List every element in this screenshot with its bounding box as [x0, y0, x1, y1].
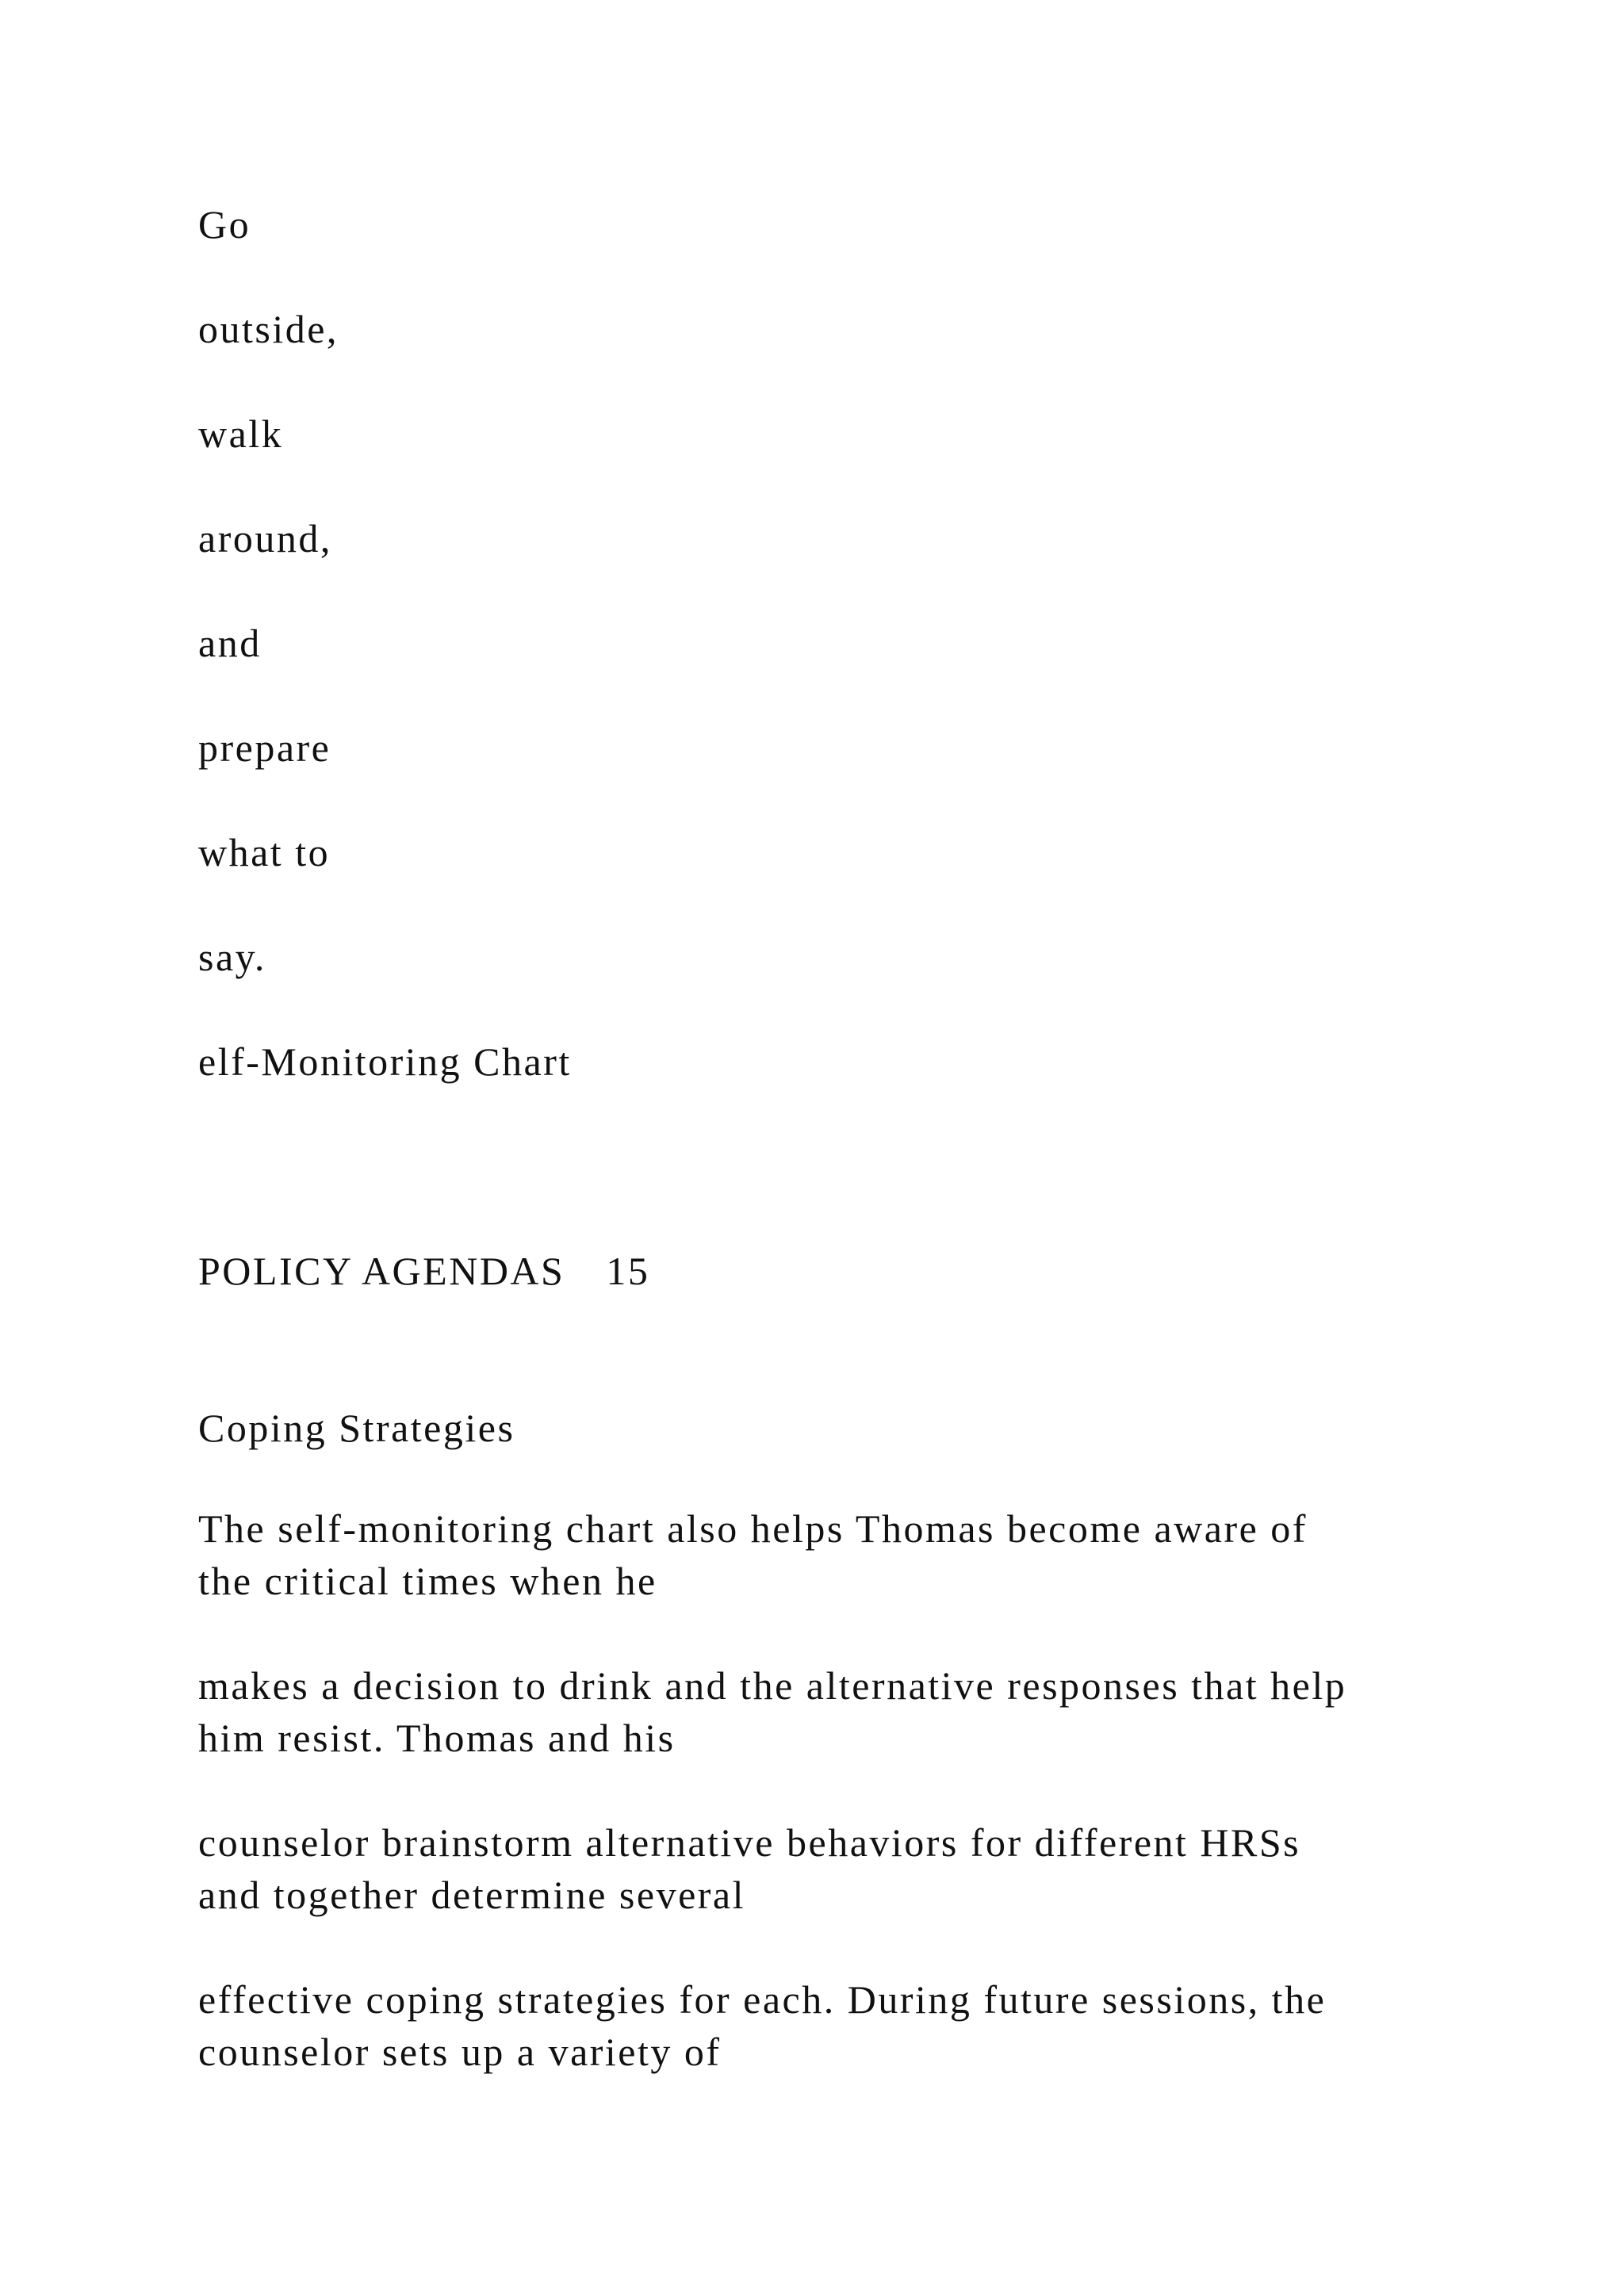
paragraph-4: [198, 1973, 1546, 2078]
paragraph-3: [198, 1816, 1546, 1921]
paragraph-line: him resist. Thomas and his: [198, 1716, 676, 1760]
word-line-4: around,: [198, 516, 332, 561]
word-line-7: what to: [198, 830, 331, 874]
running-header: [198, 1251, 649, 1291]
word-line-6: prepare: [198, 725, 331, 770]
word-line-5: and: [198, 621, 262, 665]
paragraph-line: the critical times when he: [198, 1559, 657, 1603]
word-line-1: Go: [198, 202, 251, 247]
paragraph-line: and together determine several: [198, 1873, 745, 1917]
word-line-8: say.: [198, 935, 266, 979]
chart-heading: elf-Monitoring Chart: [198, 1039, 572, 1084]
paragraph-2: [198, 1659, 1546, 1764]
running-header-title: POLICY AGENDAS: [198, 1249, 565, 1293]
word-line-3: walk: [198, 411, 284, 456]
word-line-2: outside,: [198, 307, 339, 351]
paragraph-line: counselor brainstorm alternative behaviors for different HRSs: [198, 1820, 1301, 1865]
paragraph-1: [198, 1502, 1546, 1607]
paragraph-line: makes a decision to drink and the alternative responses that help: [198, 1663, 1347, 1708]
paragraph-line: effective coping strategies for each. During future sessions, the: [198, 1977, 1327, 2022]
paragraph-line: counselor sets up a variety of: [198, 2030, 722, 2074]
paragraph-line: The self-monitoring chart also helps Thomas become aware of: [198, 1506, 1308, 1551]
section-heading: Coping Strategies: [198, 1406, 515, 1450]
running-header-page-number: 15: [606, 1249, 650, 1293]
